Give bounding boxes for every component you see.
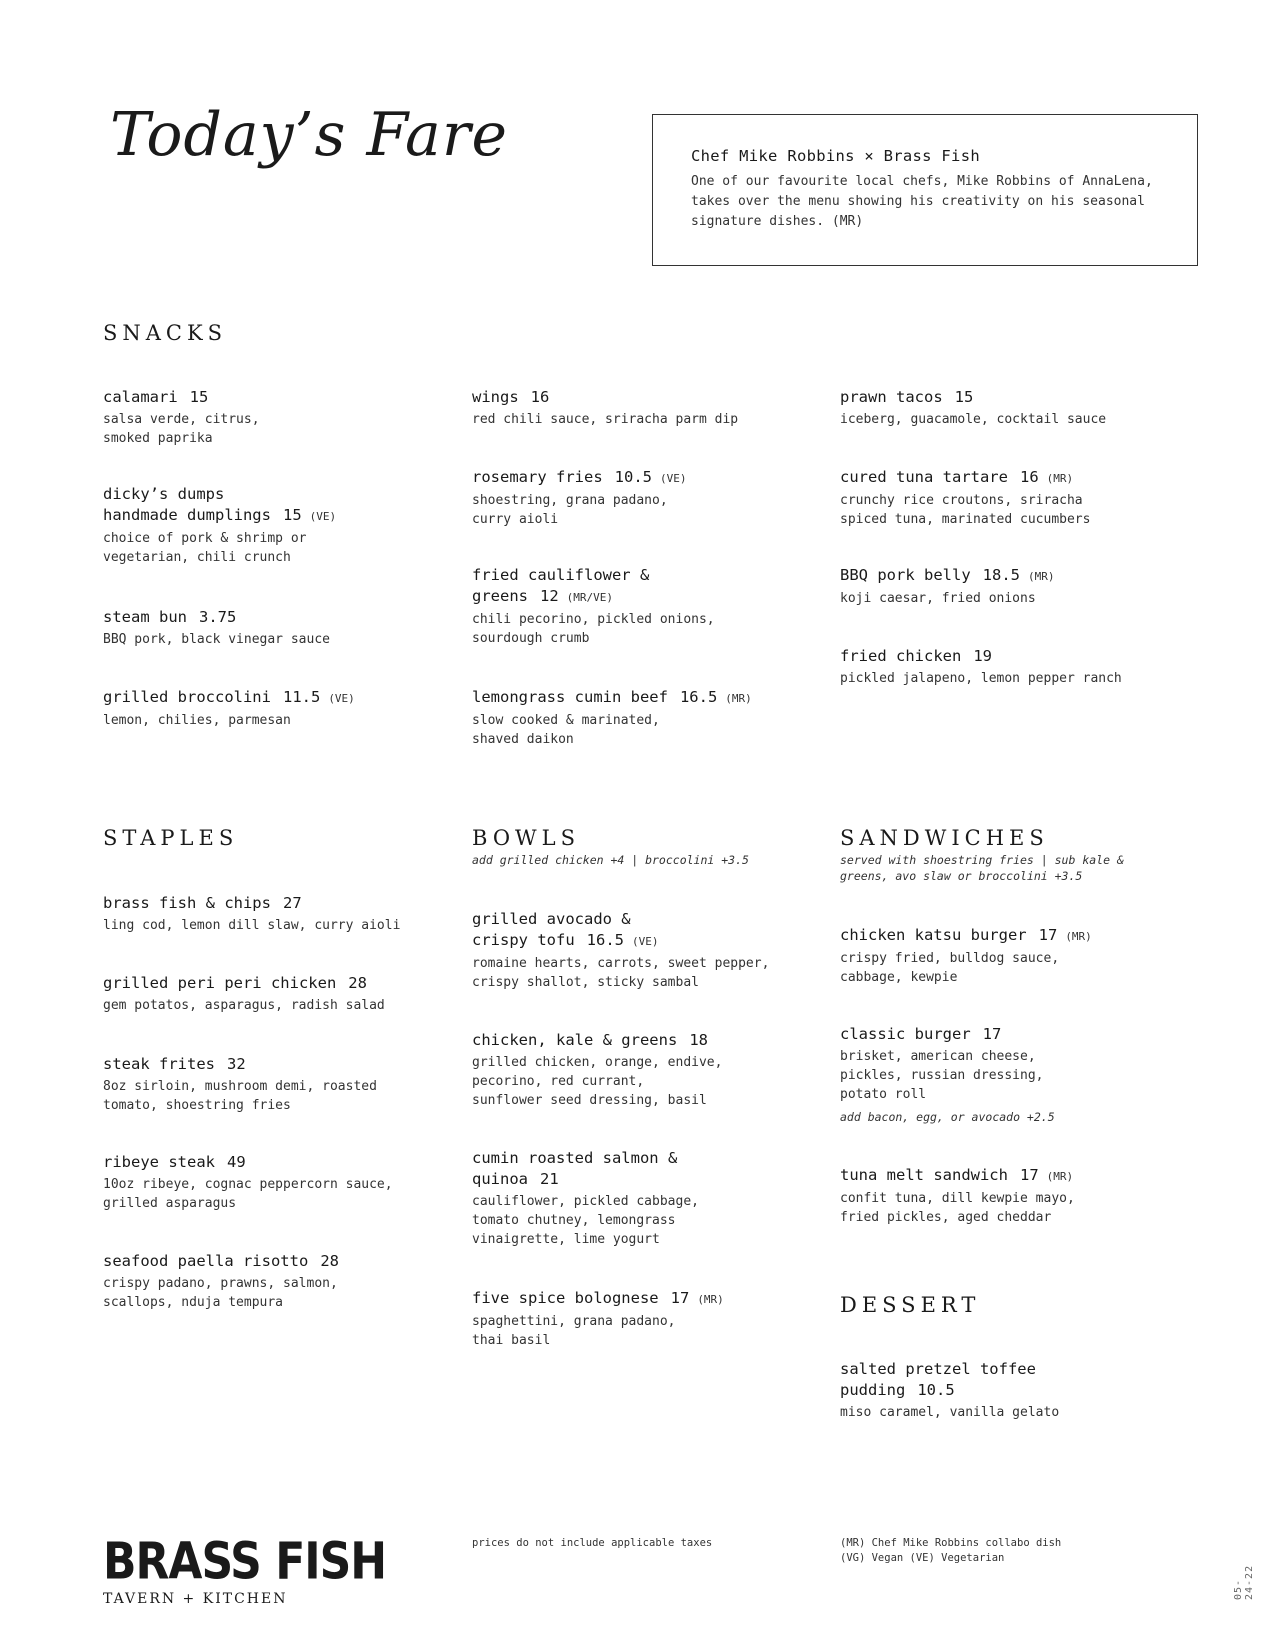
bowls-addon-note: add grilled chicken +4 | broccolini +3.5 bbox=[472, 853, 749, 867]
item-name: lemongrass cumin beef bbox=[472, 688, 668, 706]
item-diet-tag: (MR) bbox=[1065, 930, 1092, 943]
item-price: 16 bbox=[1019, 468, 1039, 486]
item-name: chicken katsu burger bbox=[840, 926, 1027, 944]
item-price: 3.75 bbox=[199, 608, 237, 626]
item-description: red chili sauce, sriracha parm dip bbox=[472, 412, 739, 427]
item-name: classic burger bbox=[840, 1025, 971, 1043]
item-price: 18 bbox=[689, 1031, 708, 1049]
item-description: gem potatos, asparagus, radish salad bbox=[103, 998, 385, 1013]
menu-item bbox=[103, 484, 443, 567]
item-name: rosemary fries bbox=[472, 468, 603, 486]
section-title-bowls: BOWLS bbox=[472, 826, 580, 850]
item-description: koji caesar, fried onions bbox=[840, 591, 1036, 606]
item-description: crunchy rice croutons, sriracha spiced tuna, marinated cucumbers bbox=[840, 493, 1091, 527]
menu-item bbox=[103, 607, 443, 649]
item-name: grilled avocado & crispy tofu bbox=[472, 910, 631, 949]
menu-item bbox=[472, 909, 812, 992]
item-description: 8oz sirloin, mushroom demi, roasted tomato, shoestring fries bbox=[103, 1079, 377, 1113]
menu-title: Today’s Fare bbox=[110, 100, 509, 170]
item-description: salsa verde, citrus, smoked paprika bbox=[103, 412, 260, 446]
item-description: BBQ pork, black vinegar sauce bbox=[103, 632, 330, 647]
item-price: 28 bbox=[348, 974, 367, 992]
item-description: crispy padano, prawns, salmon, scallops, nduja tempura bbox=[103, 1276, 338, 1310]
menu-item bbox=[840, 1165, 1180, 1227]
item-price: 15 bbox=[189, 388, 209, 406]
sandwiches-side-note: served with shoestring fries | sub kale & greens, avo slaw or broccolini +3.5 bbox=[840, 853, 1124, 883]
menu-item bbox=[472, 565, 812, 648]
item-diet-tag: (VE) bbox=[631, 935, 659, 948]
menu-item bbox=[103, 893, 443, 935]
item-description: ling cod, lemon dill slaw, curry aioli bbox=[103, 918, 401, 933]
item-diet-tag: (MR) bbox=[1027, 570, 1055, 583]
item-name: steam bun bbox=[103, 608, 187, 626]
item-description: shoestring, grana padano, curry aioli bbox=[472, 493, 668, 527]
item-description: 10oz ribeye, cognac peppercorn sauce, grilled asparagus bbox=[103, 1177, 393, 1211]
item-price: 15 bbox=[954, 388, 974, 406]
section-title-staples: STAPLES bbox=[103, 826, 239, 850]
item-description: iceberg, guacamole, cocktail sauce bbox=[840, 412, 1107, 427]
item-name: five spice bolognese bbox=[472, 1289, 659, 1307]
item-price: 32 bbox=[226, 1055, 246, 1073]
menu-item bbox=[472, 467, 812, 529]
item-price: 49 bbox=[226, 1153, 246, 1171]
item-diet-tag: (VE) bbox=[309, 510, 337, 523]
item-name: grilled broccolini bbox=[103, 688, 271, 706]
dietary-legend bbox=[840, 1536, 1061, 1566]
legend-line-1: (MR) Chef Mike Robbins collabo dish bbox=[840, 1537, 1062, 1549]
item-price: 17 bbox=[670, 1289, 690, 1307]
item-description: lemon, chilies, parmesan bbox=[103, 713, 291, 728]
item-price: 12 bbox=[540, 587, 559, 605]
taxes-note: prices do not include applicable taxes bbox=[472, 1537, 713, 1549]
item-price: 27 bbox=[282, 894, 302, 912]
menu-item bbox=[840, 1024, 1180, 1124]
item-diet-tag: (MR) bbox=[697, 1293, 724, 1306]
menu-item bbox=[472, 687, 812, 749]
item-price: 10.5 bbox=[917, 1381, 955, 1399]
menu-item bbox=[840, 467, 1180, 529]
item-name: cumin roasted salmon & quinoa bbox=[472, 1149, 678, 1188]
item-price: 16.5 bbox=[586, 931, 624, 949]
callout-body: One of our favourite local chefs, Mike Robbins of AnnaLena, takes over the menu showing his creativity on his seasonal signature dishes. (MR) bbox=[691, 174, 1153, 229]
section-title-dessert: DESSERT bbox=[840, 1293, 981, 1317]
item-price: 15 bbox=[282, 506, 302, 524]
item-name: grilled peri peri chicken bbox=[103, 974, 337, 992]
brand-logo bbox=[103, 1532, 387, 1607]
item-name: fried chicken bbox=[840, 647, 962, 665]
callout-heading: Chef Mike Robbins × Brass Fish bbox=[691, 147, 980, 165]
item-description: chili pecorino, pickled onions, sourdough crumb bbox=[472, 612, 715, 646]
item-diet-tag: (MR) bbox=[725, 692, 752, 705]
brand-subtitle: TAVERN + KITCHEN bbox=[103, 1591, 288, 1607]
section-title-sandwiches: SANDWICHES bbox=[840, 826, 1049, 850]
item-description: spaghettini, grana padano, thai basil bbox=[472, 1314, 676, 1348]
menu-item bbox=[840, 565, 1180, 608]
item-price: 17 bbox=[982, 1025, 1002, 1043]
menu-item bbox=[103, 973, 443, 1015]
item-price: 10.5 bbox=[614, 468, 652, 486]
item-name: ribeye steak bbox=[103, 1153, 215, 1171]
item-price: 18.5 bbox=[982, 566, 1020, 584]
chef-callout-box bbox=[652, 114, 1198, 266]
item-description: cauliflower, pickled cabbage, tomato chutney, lemongrass vinaigrette, lime yogurt bbox=[472, 1194, 699, 1247]
item-description: confit tuna, dill kewpie mayo, fried pickles, aged cheddar bbox=[840, 1191, 1075, 1225]
menu-item bbox=[103, 1152, 443, 1213]
item-price: 28 bbox=[320, 1252, 339, 1270]
item-description: pickled jalapeno, lemon pepper ranch bbox=[840, 671, 1122, 686]
menu-item bbox=[840, 925, 1180, 987]
legend-line-2: (VG) Vegan (VE) Vegetarian bbox=[840, 1552, 1005, 1564]
menu-item bbox=[472, 1148, 812, 1249]
menu-item bbox=[840, 387, 1180, 429]
menu-item bbox=[472, 387, 812, 429]
menu-item bbox=[103, 687, 443, 730]
item-description: choice of pork & shrimp or vegetarian, chili crunch bbox=[103, 531, 307, 565]
item-name: brass fish & chips bbox=[103, 894, 271, 912]
item-name: steak frites bbox=[103, 1055, 215, 1073]
item-addon-note: add bacon, egg, or avocado +2.5 bbox=[840, 1110, 1055, 1124]
item-name: prawn tacos bbox=[840, 388, 943, 406]
item-diet-tag: (VE) bbox=[659, 472, 687, 485]
menu-item bbox=[472, 1288, 812, 1350]
item-description: brisket, american cheese, pickles, russian dressing, potato roll bbox=[840, 1049, 1044, 1102]
item-price: 16 bbox=[530, 388, 550, 406]
item-description: crispy fried, bulldog sauce, cabbage, kewpie bbox=[840, 951, 1060, 985]
item-diet-tag: (VE) bbox=[328, 692, 355, 705]
item-price: 16.5 bbox=[679, 688, 718, 706]
item-price: 21 bbox=[540, 1170, 559, 1188]
item-name: wings bbox=[472, 388, 519, 406]
item-diet-tag: (MR/VE) bbox=[566, 591, 614, 604]
menu-item bbox=[103, 387, 443, 448]
item-name: cured tuna tartare bbox=[840, 468, 1008, 486]
item-description: grilled chicken, orange, endive, pecorino, red currant, sunflower seed dressing, basil bbox=[472, 1055, 723, 1108]
item-price: 19 bbox=[973, 647, 992, 665]
item-description: miso caramel, vanilla gelato bbox=[840, 1405, 1060, 1420]
item-name: calamari bbox=[103, 388, 178, 406]
menu-item bbox=[840, 646, 1180, 688]
item-name: seafood paella risotto bbox=[103, 1252, 309, 1270]
item-name: dicky’s dumps handmade dumplings bbox=[103, 485, 271, 524]
item-price: 11.5 bbox=[282, 688, 321, 706]
section-title-snacks: SNACKS bbox=[103, 321, 228, 345]
item-name: salted pretzel toffee pudding bbox=[840, 1360, 1036, 1399]
menu-item bbox=[103, 1251, 443, 1312]
item-name: tuna melt sandwich bbox=[840, 1166, 1008, 1184]
item-name: BBQ pork belly bbox=[840, 566, 971, 584]
item-diet-tag: (MR) bbox=[1046, 472, 1074, 485]
item-name: fried cauliflower & greens bbox=[472, 566, 650, 605]
menu-item bbox=[472, 1030, 812, 1110]
item-description: slow cooked & marinated, shaved daikon bbox=[472, 713, 660, 747]
item-name: chicken, kale & greens bbox=[472, 1031, 678, 1049]
item-diet-tag: (MR) bbox=[1046, 1170, 1074, 1183]
print-date: 05-24-22 bbox=[1233, 1564, 1255, 1600]
item-price: 17 bbox=[1019, 1166, 1039, 1184]
menu-item bbox=[103, 1054, 443, 1115]
item-description: romaine hearts, carrots, sweet pepper, crispy shallot, sticky sambal bbox=[472, 956, 770, 990]
item-price: 17 bbox=[1038, 926, 1058, 944]
brand-name: BRASS FISH bbox=[103, 1532, 387, 1592]
menu-item bbox=[840, 1359, 1180, 1422]
